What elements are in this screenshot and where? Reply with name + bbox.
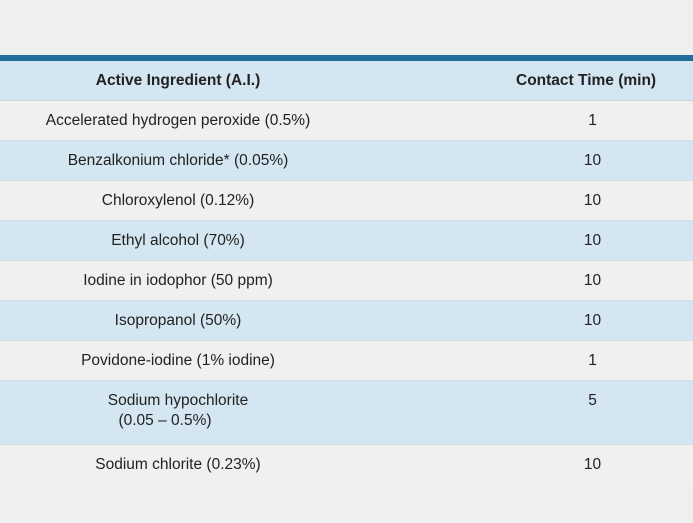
- table-header-row: [0, 61, 693, 101]
- table-row: [0, 221, 693, 261]
- ingredient-line-2: (0.05 – 0.5%): [118, 412, 212, 429]
- ingredient-cell: [0, 391, 356, 431]
- contact-time-cell: 5: [588, 392, 597, 409]
- contact-time-cell: 10: [583, 191, 602, 209]
- ingredient-cell: Isopropanol (50%): [114, 311, 242, 329]
- header-contact-time: Contact Time (min): [516, 71, 657, 89]
- ingredient-cell: Chloroxylenol (0.12%): [101, 191, 255, 209]
- table-row: [0, 445, 693, 485]
- contact-time-cell: 10: [583, 151, 602, 169]
- ingredient-cell: Ethyl alcohol (70%): [111, 231, 245, 249]
- table-row: [0, 261, 693, 301]
- contact-time-cell: 10: [583, 271, 602, 289]
- table-row: [0, 181, 693, 221]
- ingredient-line-1: Sodium hypochlorite: [107, 392, 249, 409]
- header-active-ingredient: Active Ingredient (A.I.): [95, 71, 261, 89]
- contact-time-cell: 1: [588, 111, 597, 129]
- contact-time-cell: 10: [583, 231, 602, 249]
- contact-time-table: [0, 55, 693, 485]
- ingredient-cell: Benzalkonium chloride* (0.05%): [67, 151, 289, 169]
- ingredient-cell: Accelerated hydrogen peroxide (0.5%): [45, 111, 311, 129]
- table-row: [0, 301, 693, 341]
- contact-time-cell: 10: [583, 311, 602, 329]
- ingredient-cell: Povidone-iodine (1% iodine): [81, 351, 275, 369]
- table-row: [0, 381, 693, 445]
- contact-time-cell: 10: [583, 456, 602, 473]
- ingredient-cell: Sodium chlorite (0.23%): [95, 456, 261, 473]
- table-row: [0, 341, 693, 381]
- ingredient-cell: Iodine in iodophor (50 ppm): [83, 271, 273, 289]
- contact-time-cell: 1: [588, 351, 597, 369]
- table-row: [0, 101, 693, 141]
- table-row: [0, 141, 693, 181]
